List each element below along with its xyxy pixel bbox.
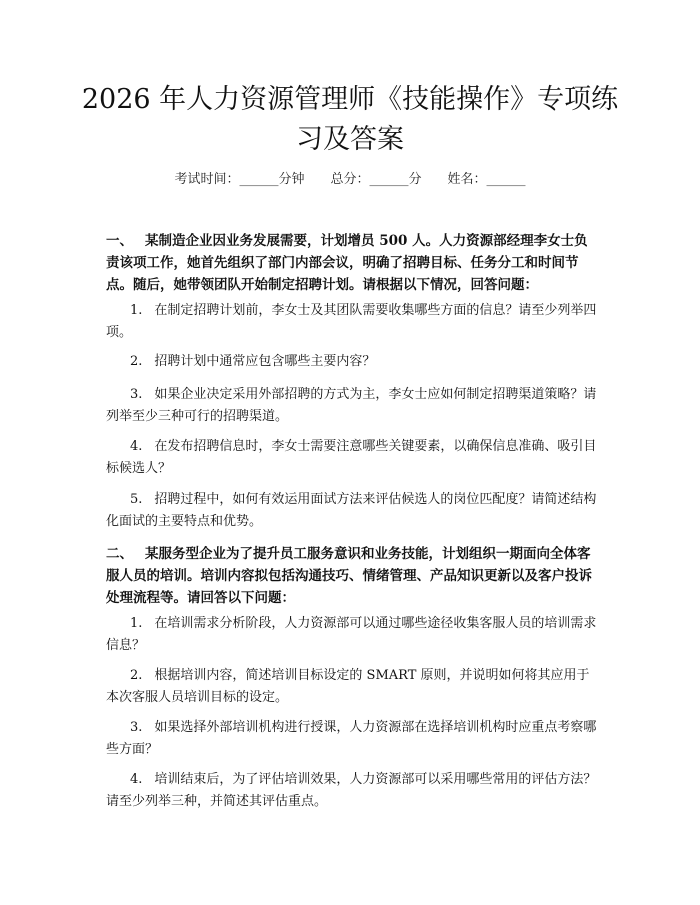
question-2-2 bbox=[106, 665, 600, 709]
question-text: 根据培训内容，简述培训目标设定的 SMART 原则，并说明如何将其应用于本次客服人员培训目标的设定。 bbox=[106, 668, 590, 705]
question-text: 如果企业决定采用外部招聘的方式为主，李女士应如何制定招聘渠道策略？请列举至少三种可行的招聘渠道。 bbox=[106, 387, 597, 424]
question-1-2 bbox=[106, 351, 600, 373]
section-2-number: 二、 bbox=[106, 546, 133, 562]
page-title: 2026 年人力资源管理师《技能操作》专项练习及答案 bbox=[81, 84, 619, 155]
question-number: 4. bbox=[130, 772, 143, 787]
total-score-label: 总分：______分 bbox=[330, 172, 422, 187]
question-2-1 bbox=[106, 613, 600, 657]
section-1-heading bbox=[106, 230, 600, 296]
question-1-3 bbox=[106, 384, 600, 428]
question-2-3 bbox=[106, 717, 600, 761]
question-text: 招聘计划中通常应包含哪些主要内容？ bbox=[154, 354, 376, 369]
question-number: 4. bbox=[130, 439, 143, 454]
name-label: 姓名：______ bbox=[447, 172, 526, 187]
question-number: 3. bbox=[130, 387, 143, 402]
section-2-heading bbox=[106, 543, 600, 609]
question-1-5 bbox=[106, 489, 600, 533]
question-1-1 bbox=[106, 300, 600, 344]
question-1-4 bbox=[106, 436, 600, 480]
question-text: 培训结束后，为了评估培训效果，人力资源部可以采用哪些常用的评估方法？请至少列举三种，并简述其评估重点。 bbox=[106, 772, 597, 809]
question-number: 1. bbox=[130, 616, 143, 631]
section-2-text: 某服务型企业为了提升员工服务意识和业务技能，计划组织一期面向全体客服人员的培训。培训内容拟包括沟通技巧、情绪管理、产品知识更新以及客户投诉处理流程等。请回答以下问题： bbox=[106, 546, 592, 606]
question-text: 在发布招聘信息时，李女士需要注意哪些关键要素，以确保信息准确、吸引目标候选人？ bbox=[106, 439, 597, 476]
question-text: 在培训需求分析阶段，人力资源部可以通过哪些途径收集客服人员的培训需求信息？ bbox=[106, 616, 597, 653]
exam-meta bbox=[0, 168, 700, 187]
section-1-number: 一、 bbox=[106, 233, 133, 249]
question-text: 招聘过程中，如何有效运用面试方法来评估候选人的岗位匹配度？请简述结构化面试的主要特点和优势。 bbox=[106, 492, 597, 529]
question-number: 3. bbox=[130, 720, 143, 735]
question-2-4 bbox=[106, 769, 600, 813]
question-number: 1. bbox=[130, 303, 143, 318]
question-text: 如果选择外部培训机构进行授课，人力资源部在选择培训机构时应重点考察哪些方面？ bbox=[106, 720, 597, 757]
section-1-text: 某制造企业因业务发展需要，计划增员 500 人。人力资源部经理李女士负责该项工作，她首先组织了部门内部会议，明确了招聘目标、任务分工和时间节点。随后，她带领团队开始制定招聘计划。请根据以下情况，回答问题： bbox=[106, 233, 588, 293]
question-text: 在制定招聘计划前，李女士及其团队需要收集哪些方面的信息？请至少列举四项。 bbox=[106, 303, 597, 340]
question-number: 2. bbox=[130, 668, 143, 683]
question-number: 2. bbox=[130, 354, 143, 369]
exam-time-label: 考试时间：______分钟 bbox=[174, 172, 305, 187]
question-number: 5. bbox=[130, 492, 143, 507]
